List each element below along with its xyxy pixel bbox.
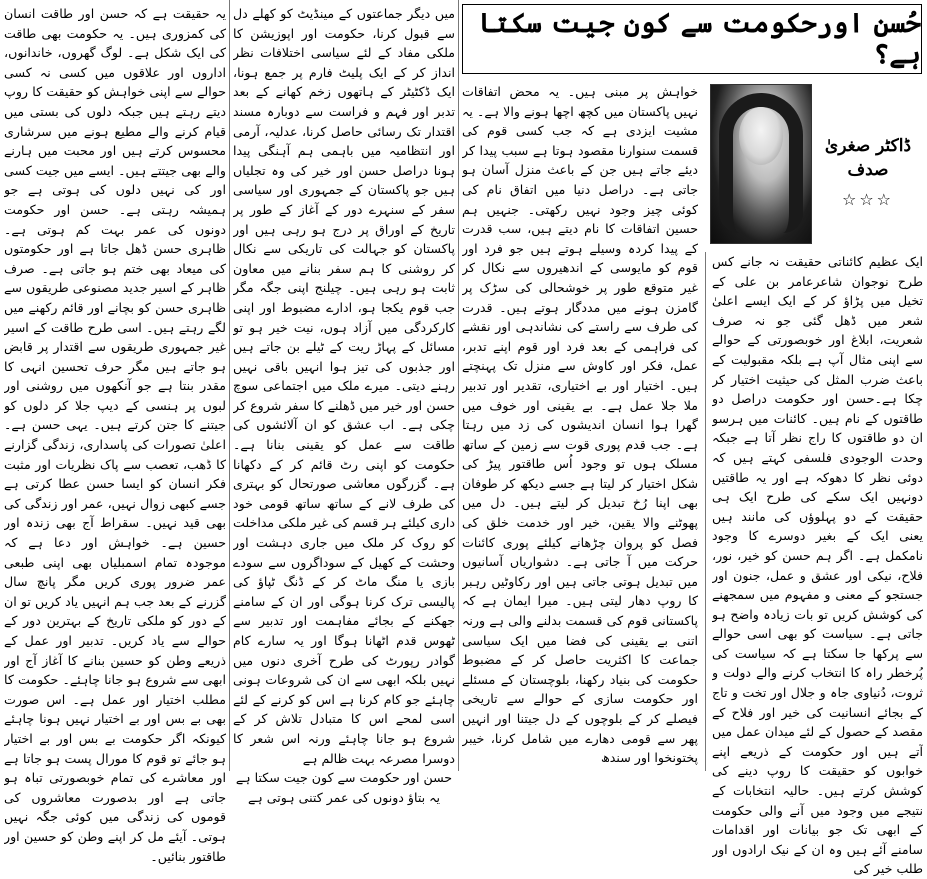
column-divider (458, 0, 459, 771)
poem-line-1: حسن اور حکومت سے کون جیت سکتا ہے (235, 770, 453, 786)
article-column-1 (712, 252, 923, 879)
poem-line-2: یہ بتاؤ دونوں کی عمر کتنی ہوتی ہے (247, 789, 441, 805)
article-column-2 (462, 82, 698, 768)
author-stars: ☆☆☆ (841, 190, 895, 209)
author-name: ڈاکٹر صغریٰ صدف (824, 136, 912, 180)
author-photo-face (739, 107, 783, 165)
article-column-4 (4, 4, 226, 866)
column-text: یہ حقیقت ہے کہ حسن اور طاقت انسان کی کمزوری ہیں۔ یہ حکومت بھی طاقت کی ایک شکل ہے۔ لوگ گھروں، خاندانوں، اداروں اور علاقوں میں کسی نہ کسی حوالے سے اپنی خواہش کو حقیقت کا روپ دیتے رہتے ہیں جبکہ دلوں کی بستی میں قیام کرنے والے مطیع ہونے میں سرشاری محسوس کرتے ہیں اور محبت میں ہارنے والے بھی جیتتے ہیں۔ ایسے میں جیت کسی اور کی نہیں دلوں کی ہوتی ہے جو ہمیشہ رہتی ہے۔ حسن اور حکومت دونوں کی عمر بہت کم ہوتی ہے۔ ظاہری حسن ڈھل جاتا ہے اور حکومتوں کی میعاد بھی ختم ہو جاتی ہے۔ صرف ظاہر کے اسیر جدید مصنوعی طریقوں سے ظاہری حسن کو بچانے اور قائم رکھنے میں لگے رہتے ہیں۔ اسی طرح طاقت کے اسیر غیر جمہوری طریقوں سے اقتدار پر قابض ہو جاتے ہیں مگر حرف تحسین انہی کا مقدر بنتا ہے جو آنکھوں میں روشنی اور لبوں پر ہنسی کے دیپ جلا کر دلوں کو جیتنے کا جتن کرتے ہیں۔ یہی حسن ہے۔ اعلیٰ تصورات کی پاسداری، زندگی گزارنے کا ڈھب، تعصب سے پاک نظریات اور مثبت فکر انسان کو ایسا حسن عطا کرتی ہے جسے کبھی زوال نہیں، عمر اور زندگی کی بھی قید نہیں۔ سقراط آج بھی زندہ اور حسین ہے۔ خواہش اور دعا ہے کہ موجودہ تمام اسمبلیاں بھی اپنی طبعی عمر ضرور پوری کریں مگر پانچ سال گزرنے کے بعد جب ہم انہیں یاد کریں تو ان کے دور کو ملکی تاریخ کے بہترین دور کے حوالے سے یاد کریں۔ تدبیر اور عمل کے ذریعے وطن کو حسین بنانے کا آغاز آج اور ابھی سے شروع ہو جانا چاہئے۔ حکومت کا مطلب اختیار اور عمل ہے۔ اس صورت بھی بے بس اور بے اختیار نہیں ہونا چاہئے کیونکہ اگر حکومت بے بس اور بے اختیار ہو جائے تو قوم کا مورال پست ہو جاتا ہے اور معاشرے کی تمام خوبصورتی تباہ ہو جاتی ہے اور بدصورت معاشروں کی قوموں کی زندگی میں کوئی جگہ نہیں ہوتی۔ آیئے مل کر اپنے وطن کو حسین اور طاقتور بنائیں۔ (4, 6, 226, 864)
article-column-3 (233, 4, 455, 807)
column-text: ایک عظیم کائناتی حقیقت نہ جانے کس طرح نوجوان شاعرعامر بن علی کے تخیل میں پڑاؤ کر کے ایک ایسے اعلیٰ شعر میں ڈھل گئی جو نہ صرف شعریت، ابلاغ اور خوبصورتی کے حوالے سے اپنی مثال آپ ہے بلکہ مقبولیت کے باعث ضرب المثل کی حیثیت اختیار کر چکا ہے۔حسن اور حکومت دراصل دو طاقتوں کے نام ہیں۔ کائنات میں ہرسو ان دو طاقتوں کا راج نظر آتا ہے جبکہ وحدت الوجودی فلسفی کہتے ہیں کہ دوئی نظر کا دھوکہ ہے اور یہ طاقتیں دونہیں ایک سکے کی طرح ایک ہی حقیقت کے دو پہلوؤں کی مانند ہیں یعنی ایک کے بغیر دوسرے کا وجود نامکمل ہے۔ اگر ہم حسن کو خیر، نور، فلاح، نیکی اور عشق و عمل، جنون اور جستجو کے معنی و مفہوم میں سمجھنے کی کوشش کریں تو بات زیادہ واضح ہو جاتی ہے۔ سیاست کو بھی اسی حوالے سے پرکھا جا سکتا ہے کہ سیاست کی پُرخطر راہ کا انتخاب کرنے والے دولت و ثروت، دُنیاوی جاہ و جلال اور تخت و تاج کے بجائے انسانیت کی خیر اور فلاح کے مقصد کے حصول کے لئے میدان عمل میں آتے ہیں اور حکومت کے ذریعے اپنے خوابوں کو حقیقت کا روپ دینے کی کوشش کرتے ہیں۔ حالیہ انتخابات کے نتیجے میں وجود میں آنے والی حکومت کے ابھی تک جو بیانات اور اقدامات سامنے آئے ہیں وہ ان کے نیک ارادوں اور طلب خیر کی (712, 254, 923, 877)
author-photo (710, 84, 812, 244)
author-box (710, 82, 922, 248)
column-divider (705, 252, 706, 771)
headline: حُسن اورحکومت سے کون جیت سکتا ہے؟ (478, 8, 921, 70)
column-divider (229, 0, 230, 771)
headline-box (462, 4, 922, 74)
column-text: میں دیگر جماعتوں کے مینڈیٹ کو کھلے دل سے قبول کرنا، حکومت اور اپوزیشن کا ملکی مفاد کے لئے سیاسی اختلافات نظر انداز کر کے ایک پلیٹ فارم پر جمع ہونا، ایک ڈکٹیٹر کے ہاتھوں زخم کھانے کے بعد تدبر اور فہم و فراست سے دوبارہ مسند اقتدار تک رسائی حاصل کرنا، عدلیہ، آرمی اور انتظامیہ میں باہمی ہم آہنگی پیدا ہونا دراصل حسن اور خیر کی وہ تجلیاں ہیں جو پاکستان کے جمہوری اور سیاسی سفر کے سنہرے دور کے آغاز کے طور پر تاریخ کے اوراق پر درج ہو رہی ہیں اور پاکستان کو جہالت کی تاریکی سے نکال کر روشنی کا ہم سفر بنانے میں معاون ثابت ہو رہی ہیں۔ چیلنج اپنی جگہ مگر جب قوم یکجا ہو، ادارے مضبوط اور اپنی کارکردگی میں آزاد ہوں، نیت خیر ہو تو مسائل کے پہاڑ ریت کے ٹیلے بن جاتے ہیں اور جذبوں کی تیز ہوا انہیں باقی نہیں رہنے دیتی۔ میرے ملک میں اجتماعی سوچ حسن اور خیر میں ڈھلنے کا سفر شروع کر چکی ہے۔ اب عشق کو ان آلائشوں کی طاقت سے عمل کو یقینی بنانا ہے۔ حکومت کو اپنی رٹ قائم کر کے دکھانا ہے۔ گزرگوں معاشی صورتحال کو بہتری کی طرف لانے کے ساتھ ساتھ قومی خود داری کیلئے ہر قسم کی غیر ملکی مداخلت کو روک کر ملک میں جاری دہشت اور وحشت کے کھیل کے سوداگروں سے سودے بازی یا منگ ماٹ کر کے ڈنگ ٹپاؤ کی پالیسی ترک کرنا ہوگی اور ان کے سامنے جھکنے کے بجائے مفاہمت اور تدبیر سے ٹھوس قدم اٹھانا ہوگا اور یہ سارے کام گوادر رپورٹ کی طرح آخری دنوں میں نہیں بلکہ ابھی سے ان کی شروعات ہونی چاہئے جو کام کرنا ہے اس کو کرنے کے لئے اسی لمحے اس کا متبادل تلاش کر کے شروع ہو جانا چاہئے ورنہ اس شعر کا دوسرا مصرعہ بہت ظالم ہے (233, 6, 455, 766)
column-text: خواہش پر مبنی ہیں۔ یہ محض اتفاقات نہیں پاکستان میں کچھ اچھا ہونے والا ہے۔ یہ مشیت ایزدی ہے کہ جب کسی قوم کی قسمت سنوارنا مقصود ہوتا ہے سبب پیدا کر دیئے جاتے ہیں جن کے باعث منزل آسان ہو جاتی ہے۔ دراصل دنیا میں اتفاق نام کی کوئی چیز وجود نہیں رکھتی۔ جنہیں ہم حسین اتفاقات کا نام دیتے ہیں، سب قدرت کے پیدا کردہ وسیلے ہوتے ہیں جو فرد اور قوم کو مایوسی کے اندھیروں سے نکال کر غیر متوقع طور پر خوشحالی کی سڑک پر گامزن ہونے میں مددگار ہوتے ہیں۔ قدرت کی طرف سے راستے کی نشاندہی اور نقشے کی فراہمی کے بعد فرد اور قوم اپنے تدبر، عمل، فکر اور کاوش سے منزل تک پہنچتے ہیں۔ اختیار اور بے اختیاری، تقدیر اور تدبیر ملا جلا عمل ہے۔ بے یقینی اور خوف میں گھرا ہوا انسان اندیشوں کی زد میں رہتا ہے۔ جب قدم پوری قوت سے زمین کے ساتھ مسلک ہوں تو وجود اُس طاقتور پیڑ کی شکل اختیار کر لیتا ہے جسے دیکھ کر طوفان بھی اپنا رُخ تبدیل کر لیتے ہیں۔ دل میں پھوٹنے والا یقین، خیر اور خدمت خلق کی فصل کو پروان چڑھانے کیلئے پوری کائنات حرکت میں آ جاتی ہے۔ دشواریاں آسانیوں میں تبدیل ہوتی جاتی ہیں اور رکاوٹیں رہبر کا روپ دھار لیتی ہیں۔ میرا ایمان ہے کہ پاکستانی قوم کی قسمت بدلنے والی ہے ورنہ اتنی بے یقینی کی فضا میں ایک سیاسی جماعت کا اکثریت حاصل کر کے مضبوط حکومت کی بنیاد رکھنا، بلوچستان کے مسئلے اور حکومت سازی کے حوالے سے تاریخی فیصلے کر کے بلوچوں کے دل جیتنا اور انہیں پھر سے قومی دھارے میں شامل کرنا، خیبر پختونخوا اور سندھ (462, 84, 698, 766)
